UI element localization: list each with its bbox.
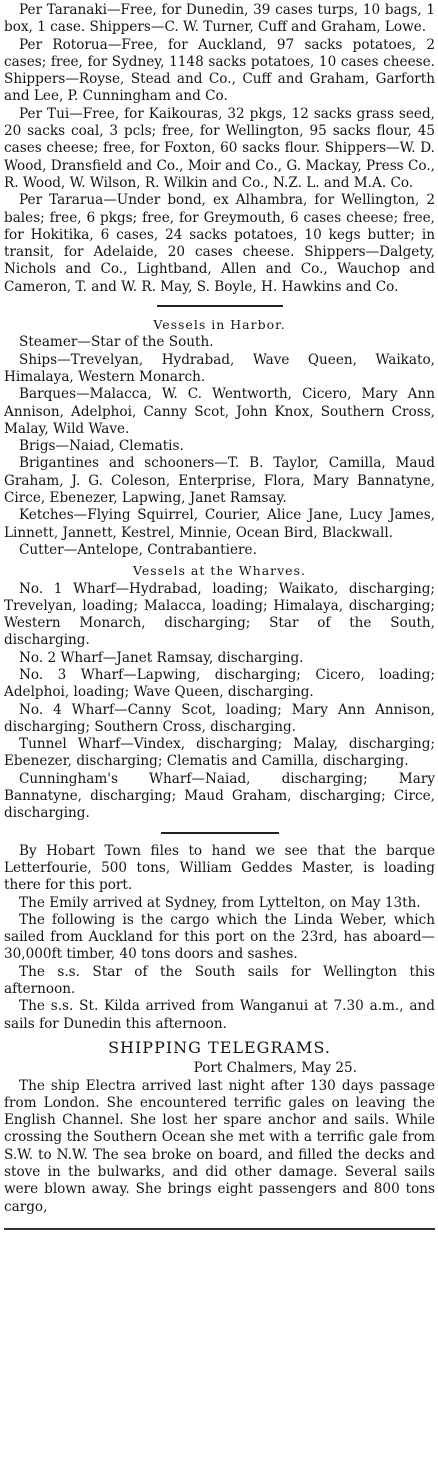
news-paragraph: The Emily arrived at Sydney, from Lyttelton, on May 13th. bbox=[19, 894, 421, 911]
wharf-item: Tunnel Wharf—Vindex, discharging; Malay, discharging; Ebenezer, discharging; Clematis and Camilla, discharging. bbox=[4, 736, 435, 770]
harbor-item: Cutter—Antelope, Contrabantiere. bbox=[19, 541, 257, 558]
telegram-dateline: Port Chalmers, May 25. bbox=[193, 1060, 357, 1077]
vessels-in-harbor-heading: Vessels in Harbor. bbox=[153, 317, 286, 333]
section-divider bbox=[161, 832, 279, 834]
import-entry-tararua: Per Tararua—Under bond, ex Alhambra, for Wellington, 2 bales; free, 6 pkgs; free, for Greymouth, 6 cases cheese; free, for Hokitika, 6 cases, 24 sacks potatoes, 10 kegs butter; in transit, for Adelaide, 20 cases cheese. Shippers—Dalgety, Nichols and Co., Lightband, Allen and Co., Wauchop and Cameron, T. and W. R. May, S. Boyle, H. Hawkins and Co. bbox=[4, 192, 435, 295]
import-entry-tui: Per Tui—Free, for Kaikouras, 32 pkgs, 12 sacks grass seed, 20 sacks coal, 3 pcls; free, for Wellington, 95 sacks flour, 45 cases cheese; free, for Foxton, 60 sacks flour. Shippers—W. D. Wood, Dransfield and Co., Moir and Co., G. Mackay, Press Co., R. Wood, W. Wilson, R. Wilkin and Co., N.Z. L. and M.A. Co. bbox=[4, 105, 435, 191]
wharf-item: Cunningham's Wharf—Naiad, discharging; Mary Bannatyne, discharging; Maud Graham, discharging; Circe, discharging. bbox=[4, 770, 435, 822]
harbor-item: Brigs—Naiad, Clematis. bbox=[19, 438, 184, 455]
news-paragraph: The s.s. St. Kilda arrived from Wanganui at 7.30 a.m., and sails for Dunedin this afternoon. bbox=[4, 998, 435, 1032]
shipping-telegrams-heading: SHIPPING TELEGRAMS. bbox=[108, 1037, 331, 1057]
harbor-item: Brigantines and schooners—T. B. Taylor, Camilla, Maud Graham, J. G. Coleson, Enterprise, Flora, Mary Bannatyne, Circe, Ebenezer, Lapwing, Janet Ramsay. bbox=[4, 455, 435, 507]
harbor-item: Ketches—Flying Squirrel, Courier, Alice Jane, Lucy James, Linnett, Jannett, Kestrel, Minnie, Ocean Bird, Blackwall. bbox=[4, 507, 435, 541]
news-paragraph: By Hobart Town files to hand we see that the barque Letterfourie, 500 tons, William Geddes Master, is loading there for this port. bbox=[4, 842, 435, 894]
vessels-at-wharves-heading: Vessels at the Wharves. bbox=[133, 563, 306, 579]
import-entry-taranaki: Per Taranaki—Free, for Dunedin, 39 cases turps, 10 bags, 1 box, 1 case. Shippers—C. W. Turner, Cuff and Graham, Lowe. bbox=[4, 2, 435, 36]
wharf-item: No. 2 Wharf—Janet Ramsay, discharging. bbox=[19, 649, 304, 666]
section-divider bbox=[157, 305, 283, 307]
wharf-item: No. 1 Wharf—Hydrabad, loading; Waikato, discharging; Trevelyan, loading; Malacca, loading; Himalaya, discharging; Western Monarch, discharging; Star of the South, discharging. bbox=[4, 580, 435, 649]
harbor-item: Ships—Trevelyan, Hydrabad, Wave Queen, Waikato, Himalaya, Western Monarch. bbox=[4, 351, 435, 385]
harbor-item: Steamer—Star of the South. bbox=[19, 334, 214, 351]
news-paragraph: The s.s. Star of the South sails for Wellington this afternoon. bbox=[4, 963, 435, 998]
wharf-item: No. 4 Wharf—Canny Scot, loading; Mary Ann Annison, discharging; Southern Cross, discharging. bbox=[4, 701, 435, 735]
telegram-body: The ship Electra arrived last night after 130 days passage from London. She encountered terrific gales on leaving the English Channel. She lost her spare anchor and sails. While crossing the Southern Ocean she met with a terrific gale from S.W. to N.W. The sea broke on board, and filled the decks and stove in the bulwarks, and did other damage. Several sails were blown away. She brings eight passengers and 800 tons cargo, bbox=[4, 1077, 435, 1215]
harbor-item: Barques—Malacca, W. C. Wentworth, Cicero, Mary Ann Annison, Adelphoi, Canny Scot, John Knox, Southern Cross, Malay, Wild Wave. bbox=[4, 386, 435, 437]
column-end-rule bbox=[4, 1228, 435, 1230]
import-entry-rotorua: Per Rotorua—Free, for Auckland, 97 sacks potatoes, 2 cases; free, for Sydney, 1148 sacks potatoes, 10 cases cheese. Shippers—Royse, Stead and Co., Cuff and Graham, Garforth and Lee, P. Cunningham and Co. bbox=[4, 36, 435, 105]
news-paragraph: The following is the cargo which the Linda Weber, which sailed from Auckland for this port on the 23rd, has aboard—30,000ft timber, 40 tons doors and sashes. bbox=[4, 911, 435, 963]
wharf-item: No. 3 Wharf—Lapwing, discharging; Cicero, loading; Adelphoi, loading; Wave Queen, discharging. bbox=[4, 666, 435, 701]
